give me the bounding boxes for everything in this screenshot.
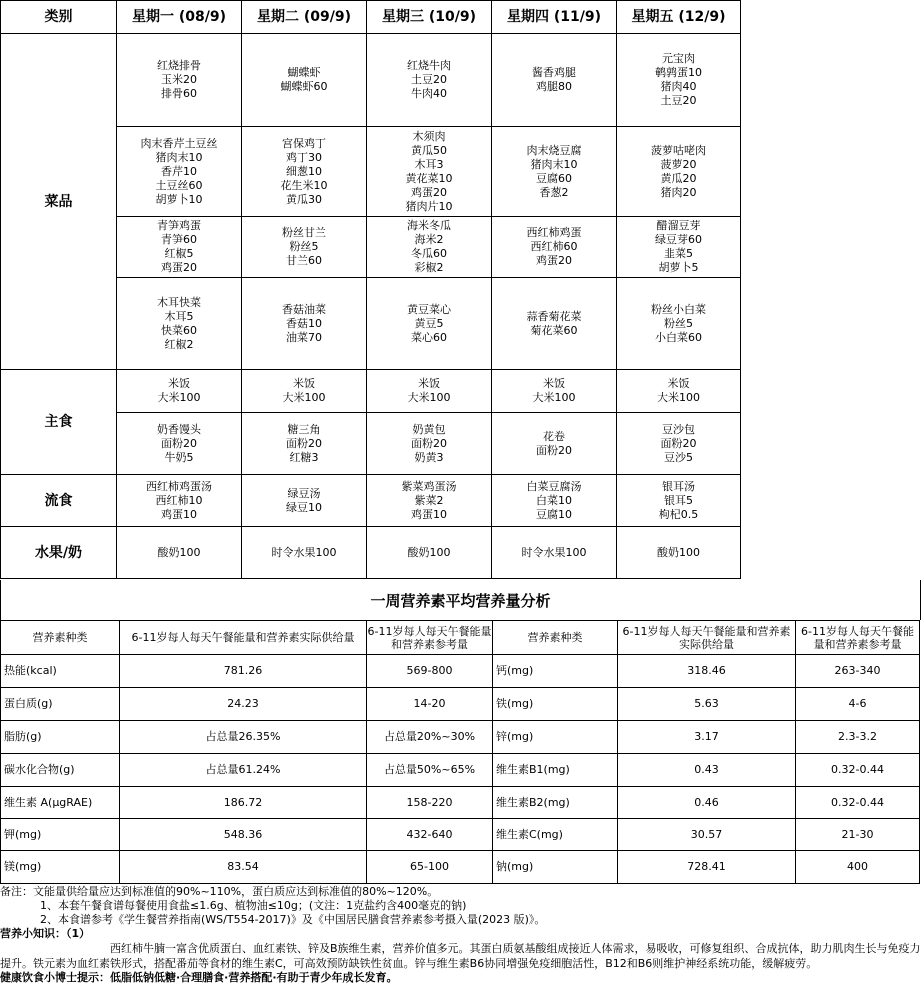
nutrient-name: 碳水化合物(g) bbox=[1, 754, 120, 787]
soup-cell: 银耳汤 银耳5 枸杞0.5 bbox=[617, 475, 741, 527]
dish-cell: 肉末香芹土豆丝 猪肉末10 香芹10 土豆丝60 胡萝卜10 bbox=[117, 127, 242, 217]
note-salt-oil: 1、本套午餐食谱每餐使用食盐≤1.6g、植物油≤10g；(文注：1克盐约含400毫克的钠) bbox=[40, 899, 467, 912]
menu-header-row bbox=[1, 1, 741, 34]
reference-value: 占总量50%~65% bbox=[367, 754, 493, 787]
nutrient-type-header: 营养素种类 bbox=[493, 621, 618, 655]
col-header-tuesday: 星期二 (09/9) bbox=[242, 1, 367, 34]
fruit-cell: 酸奶100 bbox=[617, 527, 741, 579]
fruit-cell: 时令水果100 bbox=[492, 527, 617, 579]
dish-cell: 醋溜豆芽 绿豆芽60 韭菜5 胡萝卜5 bbox=[617, 217, 741, 278]
fruit-cell: 时令水果100 bbox=[242, 527, 367, 579]
category-fruit: 水果/奶 bbox=[1, 527, 117, 579]
nutrient-name: 铁(mg) bbox=[493, 688, 618, 721]
reference-header: 6-11岁每人每天午餐能量和营养素参考量 bbox=[367, 621, 493, 655]
actual-value: 5.63 bbox=[618, 688, 796, 721]
dish-cell: 木耳快菜 木耳5 快菜60 红椒2 bbox=[117, 278, 242, 370]
note-standard: 备注：文能量供给量应达到标准值的90%~110%，蛋白质应达到标准值的80%~120%。 bbox=[0, 885, 439, 898]
reference-value: 占总量20%~30% bbox=[367, 721, 493, 754]
dish-cell: 蝴蝶虾 蝴蝶虾60 bbox=[242, 34, 367, 127]
col-header-category: 类别 bbox=[1, 1, 117, 34]
nutrition-row bbox=[1, 851, 920, 884]
nutrient-name: 钠(mg) bbox=[493, 851, 618, 884]
nutrient-type-header: 营养素种类 bbox=[1, 621, 120, 655]
actual-value: 占总量26.35% bbox=[120, 721, 367, 754]
reference-value: 14-20 bbox=[367, 688, 493, 721]
staple-cell: 奶香馒头 面粉20 牛奶5 bbox=[117, 413, 242, 475]
actual-value: 781.26 bbox=[120, 655, 367, 688]
col-header-friday: 星期五 (12/9) bbox=[617, 1, 741, 34]
actual-supply-header: 6-11岁每人每天午餐能量和营养素实际供给量 bbox=[120, 621, 367, 655]
reference-value: 2.3-3.2 bbox=[796, 721, 920, 754]
nutrition-row bbox=[1, 688, 920, 721]
nutrition-table bbox=[0, 620, 920, 884]
dish-cell: 青笋鸡蛋 青笋60 红椒5 鸡蛋20 bbox=[117, 217, 242, 278]
dish-cell: 肉末烧豆腐 猪肉末10 豆腐60 香葱2 bbox=[492, 127, 617, 217]
dish-cell: 粉丝甘兰 粉丝5 甘兰60 bbox=[242, 217, 367, 278]
knowledge-text: 西红柿牛腩一富含优质蛋白、血红素铁、锌及B族维生素，营养价值多元。其蛋白质氨基酸组成接近人体需求，易吸收，可修复组织、合成抗体，助力肌肉生长与免疫力提升。铁元素为血红素铁形式，搭配番茄等食材的维生素C，可高效预防缺铁性贫血。锌与维生素B6协同增强免疫细胞活性，B12和B6则维护神经系统功能，缓解疲劳。 bbox=[0, 942, 921, 970]
nutrient-name: 锌(mg) bbox=[493, 721, 618, 754]
nutrition-row bbox=[1, 819, 920, 851]
reference-value: 21-30 bbox=[796, 819, 920, 851]
health-tip: 健康饮食小博士提示：低脂低钠低糖·合理膳食·营养搭配·有助于青少年成长发育。 bbox=[0, 971, 398, 984]
fruit-cell: 酸奶100 bbox=[367, 527, 492, 579]
nutrition-title: 一周营养素平均营养量分析 bbox=[0, 580, 921, 620]
dish-cell: 元宝肉 鹌鹑蛋10 猪肉40 土豆20 bbox=[617, 34, 741, 127]
soup-cell: 紫菜鸡蛋汤 紫菜2 鸡蛋10 bbox=[367, 475, 492, 527]
actual-value: 186.72 bbox=[120, 787, 367, 819]
actual-value: 0.43 bbox=[618, 754, 796, 787]
reference-value: 0.32-0.44 bbox=[796, 787, 920, 819]
dish-cell: 粉丝小白菜 粉丝5 小白菜60 bbox=[617, 278, 741, 370]
nutrient-name: 维生素B1(mg) bbox=[493, 754, 618, 787]
dish-cell: 红烧排骨 玉米20 排骨60 bbox=[117, 34, 242, 127]
soup-cell: 绿豆汤 绿豆10 bbox=[242, 475, 367, 527]
actual-value: 24.23 bbox=[120, 688, 367, 721]
reference-value: 263-340 bbox=[796, 655, 920, 688]
actual-value: 0.46 bbox=[618, 787, 796, 819]
nutrient-name: 镁(mg) bbox=[1, 851, 120, 884]
reference-value: 65-100 bbox=[367, 851, 493, 884]
actual-value: 548.36 bbox=[120, 819, 367, 851]
staple-cell: 米饭 大米100 bbox=[492, 370, 617, 413]
col-header-wednesday: 星期三 (10/9) bbox=[367, 1, 492, 34]
nutrient-name: 维生素C(mg) bbox=[493, 819, 618, 851]
staple-cell: 花卷 面粉20 bbox=[492, 413, 617, 475]
menu-table bbox=[0, 0, 741, 579]
staple-cell: 糖三角 面粉20 红糖3 bbox=[242, 413, 367, 475]
reference-header: 6-11岁每人每天午餐能量和营养素参考量 bbox=[796, 621, 920, 655]
dish-cell: 黄豆菜心 黄豆5 菜心60 bbox=[367, 278, 492, 370]
dish-cell: 西红柿鸡蛋 西红柿60 鸡蛋20 bbox=[492, 217, 617, 278]
reference-value: 0.32-0.44 bbox=[796, 754, 920, 787]
dish-cell: 木须肉 黄瓜50 木耳3 黄花菜10 鸡蛋20 猪肉片10 bbox=[367, 127, 492, 217]
staple-cell: 奶黄包 面粉20 奶黄3 bbox=[367, 413, 492, 475]
dish-cell: 红烧牛肉 土豆20 牛肉40 bbox=[367, 34, 492, 127]
nutrient-name: 钙(mg) bbox=[493, 655, 618, 688]
category-soup: 流食 bbox=[1, 475, 117, 527]
nutrient-name: 脂肪(g) bbox=[1, 721, 120, 754]
nutrient-name: 维生素B2(mg) bbox=[493, 787, 618, 819]
category-dishes: 菜品 bbox=[1, 34, 117, 370]
reference-value: 4-6 bbox=[796, 688, 920, 721]
dish-cell: 宫保鸡丁 鸡丁30 细葱10 花生米10 黄瓜30 bbox=[242, 127, 367, 217]
nutrition-row bbox=[1, 754, 920, 787]
nutrient-name: 钾(mg) bbox=[1, 819, 120, 851]
nutrition-header-row bbox=[1, 621, 920, 655]
actual-supply-header: 6-11岁每人每天午餐能量和营养素实际供给量 bbox=[618, 621, 796, 655]
actual-value: 318.46 bbox=[618, 655, 796, 688]
actual-value: 30.57 bbox=[618, 819, 796, 851]
fruit-cell: 酸奶100 bbox=[117, 527, 242, 579]
staple-cell: 米饭 大米100 bbox=[367, 370, 492, 413]
actual-value: 3.17 bbox=[618, 721, 796, 754]
nutrition-row bbox=[1, 721, 920, 754]
reference-value: 158-220 bbox=[367, 787, 493, 819]
reference-value: 569-800 bbox=[367, 655, 493, 688]
soup-cell: 西红柿鸡蛋汤 西红柿10 鸡蛋10 bbox=[117, 475, 242, 527]
staple-cell: 米饭 大米100 bbox=[242, 370, 367, 413]
nutrition-row bbox=[1, 655, 920, 688]
notes-section bbox=[0, 885, 921, 985]
staple-cell: 米饭 大米100 bbox=[117, 370, 242, 413]
staple-cell: 米饭 大米100 bbox=[617, 370, 741, 413]
nutrient-name: 热能(kcal) bbox=[1, 655, 120, 688]
dish-cell: 香菇油菜 香菇10 油菜70 bbox=[242, 278, 367, 370]
nutrient-name: 维生素 A(μgRAE) bbox=[1, 787, 120, 819]
actual-value: 728.41 bbox=[618, 851, 796, 884]
nutrition-row bbox=[1, 787, 920, 819]
soup-cell: 白菜豆腐汤 白菜10 豆腐10 bbox=[492, 475, 617, 527]
note-reference: 2、本食谱参考《学生餐营养指南(WS/T554-2017)》及《中国居民膳食营养素参考摄入量(2023 版)》。 bbox=[40, 913, 546, 926]
dish-cell: 菠萝咕咾肉 菠萝20 黄瓜20 猪肉20 bbox=[617, 127, 741, 217]
reference-value: 400 bbox=[796, 851, 920, 884]
actual-value: 占总量61.24% bbox=[120, 754, 367, 787]
dish-cell: 蒜香菊花菜 菊花菜60 bbox=[492, 278, 617, 370]
nutrient-name: 蛋白质(g) bbox=[1, 688, 120, 721]
dish-cell: 酱香鸡腿 鸡腿80 bbox=[492, 34, 617, 127]
reference-value: 432-640 bbox=[367, 819, 493, 851]
actual-value: 83.54 bbox=[120, 851, 367, 884]
knowledge-title: 营养小知识：（1） bbox=[0, 927, 91, 940]
col-header-thursday: 星期四 (11/9) bbox=[492, 1, 617, 34]
category-staple: 主食 bbox=[1, 370, 117, 475]
col-header-monday: 星期一 (08/9) bbox=[117, 1, 242, 34]
staple-cell: 豆沙包 面粉20 豆沙5 bbox=[617, 413, 741, 475]
dish-cell: 海米冬瓜 海米2 冬瓜60 彩椒2 bbox=[367, 217, 492, 278]
